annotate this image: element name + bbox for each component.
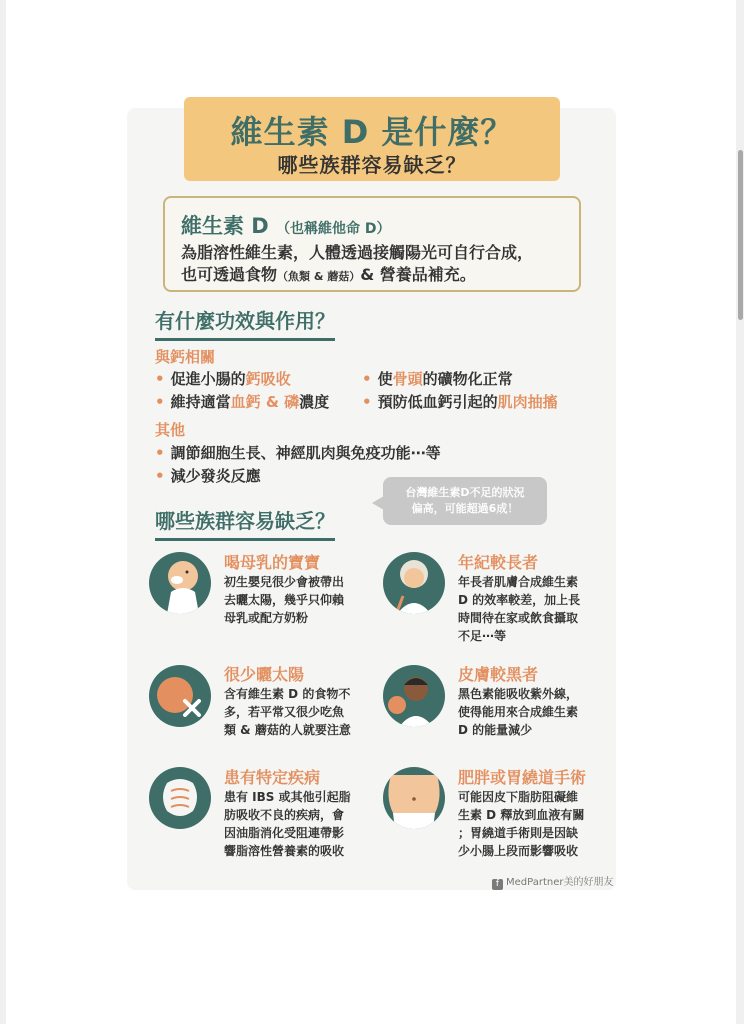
obesity-illustration <box>383 767 445 829</box>
group-desc-line <box>458 573 578 591</box>
group-title: 患有特定疾病 <box>224 768 321 787</box>
bubble-line-2: 偏高，可能超過6成！ <box>411 502 519 515</box>
effect-text: 促進小腸的 <box>170 370 246 388</box>
group-title: 皮膚較黑者 <box>458 665 539 684</box>
group-desc-text: D 的效率較差，加上長 <box>458 593 581 607</box>
group-desc-line: 不足⋯等 <box>458 629 507 643</box>
group-title: 年紀較長者 <box>458 553 539 572</box>
effect-highlight: 肌肉抽搐 <box>497 393 558 411</box>
intestine-icon <box>149 767 211 829</box>
elderly-illustration <box>383 552 445 614</box>
group-desc-line: 少小腸上段而影響吸收 <box>458 844 579 858</box>
group-desc-line: 響脂溶性營養素的吸收 <box>224 844 345 858</box>
group-desc-line: 黑色素能吸收紫外線， <box>458 687 579 701</box>
facebook-icon: f <box>492 879 503 890</box>
group-desc-line: 初生嬰兒很少會被帶出 <box>224 575 345 589</box>
group-title: 喝母乳的寶寶 <box>224 553 321 572</box>
bullet-dot: • <box>155 444 165 462</box>
group-desc-line: 生素 D 釋放到血液有關 <box>458 808 585 822</box>
bubble-line-1: 台灣維生素D不足的狀況 <box>405 486 525 499</box>
dark-skin-illustration <box>383 665 445 727</box>
group-desc-line: 多，若平常又很少吃魚 <box>224 705 345 719</box>
bullet-dot: • <box>155 370 165 388</box>
definition-line-2b: & 營養品補充。 <box>360 265 476 284</box>
group-desc-line: 去曬太陽，幾乎只仰賴 <box>224 593 345 607</box>
belly-icon <box>383 767 445 829</box>
bullet-dot: • <box>155 467 165 485</box>
group-desc-line: D 的能量減少 <box>458 723 533 737</box>
baby-illustration <box>149 552 211 614</box>
definition-title <box>181 210 391 240</box>
group-desc-line <box>458 591 580 609</box>
other-subheading: 其他 <box>155 421 186 439</box>
effect-text: 預防低血鈣引起的 <box>377 393 498 411</box>
page-title: 維生素 D 是什麼？ <box>230 113 514 151</box>
title-banner <box>184 97 560 181</box>
effect-text: 維持適當 <box>170 393 231 411</box>
no-sun-illustration <box>149 665 211 727</box>
disease-illustration <box>149 767 211 829</box>
effect-highlight: 血鈣 & 磷 <box>230 393 300 411</box>
group-desc-text: 年長者肌膚合成維生素 <box>458 575 579 589</box>
definition-box <box>163 196 581 292</box>
calcium-subheading: 與鈣相關 <box>155 348 216 366</box>
effect-item <box>155 368 291 389</box>
effect-text: 減少發炎反應 <box>170 467 261 485</box>
bullet-dot: • <box>362 393 372 411</box>
effect-text: 濃度 <box>299 393 330 411</box>
effect-item <box>362 391 558 412</box>
vitamin-name: 維生素 D <box>181 214 269 238</box>
definition-line-2 <box>181 262 476 285</box>
group-title: 肥胖或胃繞道手術 <box>458 768 587 787</box>
group-desc-line: 肪吸收不良的疾病，會 <box>224 808 345 822</box>
effect-item <box>155 442 441 463</box>
groups-heading: 哪些族群容易缺乏？ <box>155 505 335 541</box>
brand-footer <box>492 873 613 890</box>
group-desc-line: ；胃繞道手術則是因缺 <box>458 826 579 840</box>
effect-item <box>155 465 261 486</box>
group-desc-line: 使得能用來合成維生素 <box>458 705 579 719</box>
stat-bubble <box>383 477 547 525</box>
effect-text: 的礦物化正常 <box>422 370 513 388</box>
effect-item <box>362 368 513 389</box>
effect-highlight: 鈣吸收 <box>245 370 291 388</box>
brand-name: MedPartner美的好朋友 <box>506 877 614 888</box>
no-fish-icon <box>149 665 211 727</box>
definition-line-1: 為脂溶性維生素，人體透過接觸陽光可自行合成， <box>181 243 534 262</box>
group-desc-line: 可能因皮下脂肪阻礙維 <box>458 790 579 804</box>
definition-food-note: （魚類 & 蘑菇） <box>277 270 361 283</box>
effect-item <box>155 391 329 412</box>
baby-icon <box>149 552 211 614</box>
group-desc-line: 因油脂消化受阻連帶影 <box>224 826 345 840</box>
group-desc-line: 母乳或配方奶粉 <box>224 611 309 625</box>
group-desc-line: 時間待在家或飲食攝取 <box>458 611 579 625</box>
elderly-icon <box>383 552 445 614</box>
effect-text: 調節細胞生長、神經肌肉與免疫功能⋯等 <box>170 444 441 462</box>
page-subtitle: 哪些族群容易缺乏？ <box>277 153 467 177</box>
effect-text: 使 <box>377 370 393 388</box>
dark-skin-icon <box>383 665 445 727</box>
group-title: 很少曬太陽 <box>224 665 305 684</box>
group-desc-line: 患有 IBS 或其他引起脂 <box>224 790 351 804</box>
effect-highlight: 骨頭 <box>392 370 423 388</box>
left-frame <box>0 0 6 1024</box>
group-desc-line: 含有維生素 D 的食物不 <box>224 687 351 701</box>
vitamin-alias: （也稱維他命 D） <box>276 221 391 237</box>
bullet-dot: • <box>362 370 372 388</box>
definition-line-2a: 也可透過食物 <box>181 265 278 284</box>
scrollbar-thumb[interactable] <box>738 150 743 320</box>
bullet-dot: • <box>155 393 165 411</box>
effects-heading: 有什麼功效與作用？ <box>155 305 335 341</box>
group-desc-line: 類 & 蘑菇的人就要注意 <box>224 723 351 737</box>
